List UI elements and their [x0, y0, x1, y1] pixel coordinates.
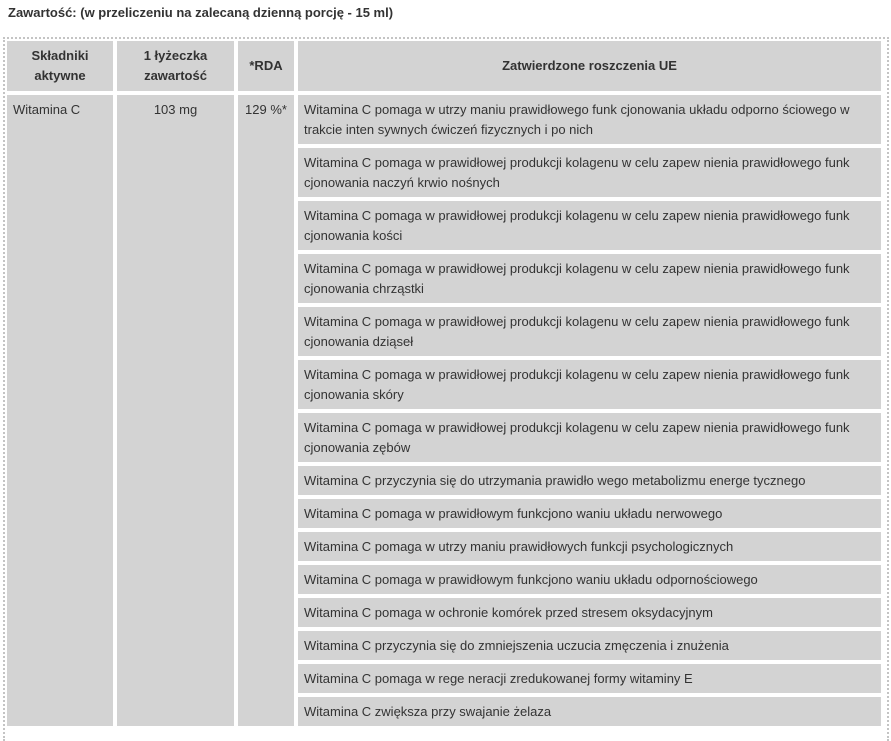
table-row — [7, 95, 881, 144]
claim-cell: Witamina C pomaga w prawidłowej produkcji kolagenu w celu zapew nienia prawidłowego funk cjonowania skóry — [298, 360, 881, 409]
nutrition-table-container — [3, 37, 889, 741]
ingredient-cell: Witamina C — [7, 95, 113, 726]
claim-cell: Witamina C pomaga w ochronie komórek przed stresem oksydacyjnym — [298, 598, 881, 627]
table-body — [7, 95, 881, 726]
header-amount: 1 łyżeczka zawartość — [117, 41, 234, 91]
table-header-row — [7, 41, 881, 91]
page-heading: Zawartość: (w przeliczeniu na zalecaną dzienną porcję - 15 ml) — [8, 5, 394, 20]
claim-cell: Witamina C pomaga w utrzy maniu prawidłowych funkcji psychologicznych — [298, 532, 881, 561]
claim-cell: Witamina C pomaga w prawidłowej produkcji kolagenu w celu zapew nienia prawidłowego funk cjonowania chrząstki — [298, 254, 881, 303]
claim-cell: Witamina C pomaga w prawidłowej produkcji kolagenu w celu zapew nienia prawidłowego funk cjonowania zębów — [298, 413, 881, 462]
claim-cell: Witamina C pomaga w prawidłowym funkcjono waniu układu odpornościowego — [298, 565, 881, 594]
nutrition-claims-table — [3, 37, 885, 730]
header-ingredient: Składniki aktywne — [7, 41, 113, 91]
rda-cell: 129 %* — [238, 95, 294, 726]
claim-cell: Witamina C przyczynia się do utrzymania prawidło wego metabolizmu energe tycznego — [298, 466, 881, 495]
claim-cell: Witamina C pomaga w prawidłowej produkcji kolagenu w celu zapew nienia prawidłowego funk cjonowania naczyń krwio nośnych — [298, 148, 881, 197]
header-rda: *RDA — [238, 41, 294, 91]
header-claims: Zatwierdzone roszczenia UE — [298, 41, 881, 91]
claim-cell: Witamina C zwiększa przy swajanie żelaza — [298, 697, 881, 726]
amount-cell: 103 mg — [117, 95, 234, 726]
claim-cell: Witamina C przyczynia się do zmniejszenia uczucia zmęczenia i znużenia — [298, 631, 881, 660]
claim-cell: Witamina C pomaga w prawidłowej produkcji kolagenu w celu zapew nienia prawidłowego funk cjonowania dziąseł — [298, 307, 881, 356]
claim-cell: Witamina C pomaga w prawidłowym funkcjono waniu układu nerwowego — [298, 499, 881, 528]
claim-cell: Witamina C pomaga w rege neracji zredukowanej formy witaminy E — [298, 664, 881, 693]
claim-cell: Witamina C pomaga w utrzy maniu prawidłowego funk cjonowania układu odporno ściowego w trakcie inten sywnych ćwiczeń fizycznych i po nich — [298, 95, 881, 144]
claim-cell: Witamina C pomaga w prawidłowej produkcji kolagenu w celu zapew nienia prawidłowego funk cjonowania kości — [298, 201, 881, 250]
